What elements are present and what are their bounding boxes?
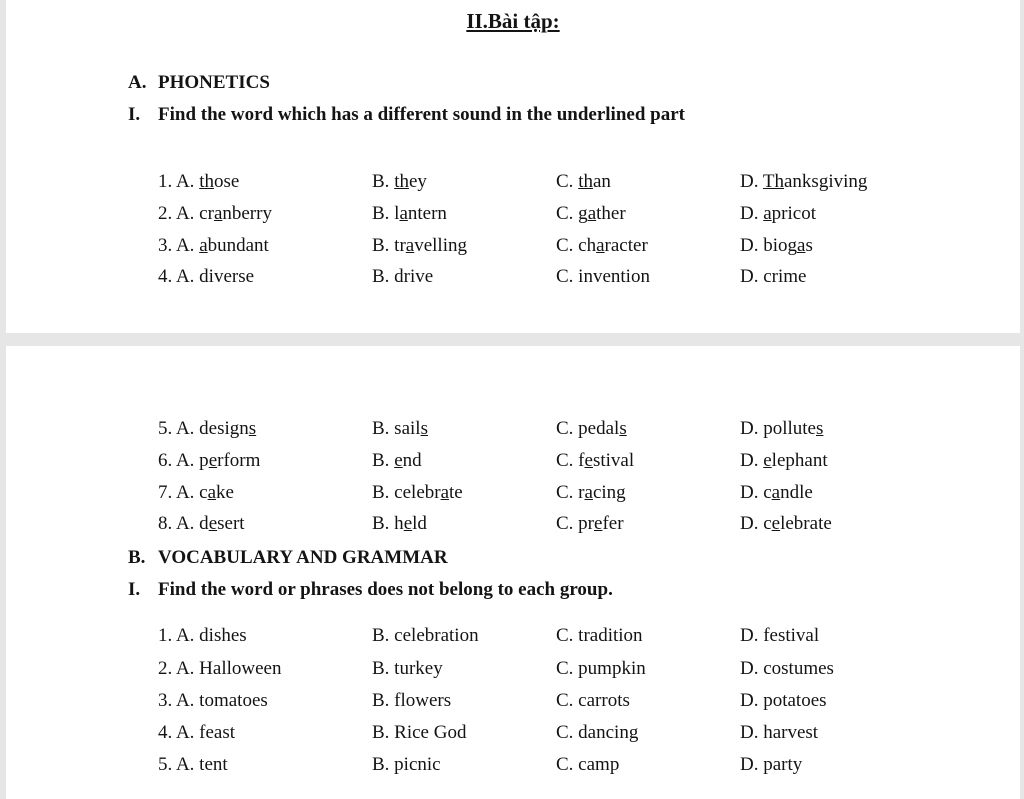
vocab-q5-option-a: 5. A. tent [158,754,228,775]
option-text: C. g [556,203,588,224]
underlined-part: a [763,203,772,224]
option-text: B. celebr [372,482,441,503]
option-text: 5. A. design [158,418,249,439]
section-a-title: PHONETICS [158,72,270,93]
option-text: ther [596,203,626,224]
phonetics-q4-option-b [372,265,433,289]
option-text: B. drive [372,266,434,287]
option-text: anksgiving [784,171,868,192]
phonetics-q3-option-d [740,234,813,258]
option-text: ke [216,482,234,503]
underlined-part: a [405,235,415,256]
vocab-q2-option-c: C. pumpkin [556,658,646,679]
option-text: C. invention [556,266,650,287]
option-text: B. tr [372,235,406,256]
vocab-q1-option-a: 1. A. dishes [158,625,247,646]
option-text: D. crime [740,266,807,287]
option-text: pricot [771,203,816,224]
phonetics-q2-option-c [556,202,626,226]
option-text: ndle [780,482,813,503]
phonetics-q5-option-b [372,417,428,441]
phonetics-q1-option-c [556,170,611,194]
underlined-part: Th [762,171,784,192]
option-text: cing [592,482,626,503]
vocab-q4-option-b: B. Rice God [372,722,467,743]
option-text: 4. A. diverse [158,266,255,287]
option-text: sert [217,513,245,534]
part-a1-number: I. [128,104,141,125]
phonetics-q3-option-a [158,234,269,258]
underlined-part: a [199,235,208,256]
vocab-q1-option-d: D. festival [740,625,820,646]
option-text: D. c [740,513,772,534]
option-text: D. [740,171,763,192]
option-text: C. pr [556,513,594,534]
option-text: ose [213,171,240,192]
phonetics-q7-option-a [158,481,234,505]
option-text: ld [412,513,427,534]
vocab-q3-option-a: 3. A. tomatoes [158,690,268,711]
vocab-q5-option-c: C. camp [556,754,620,775]
option-text: 3. A. [158,235,200,256]
underlined-part: e [584,450,593,471]
underlined-part: s [420,418,428,439]
phonetics-q5-option-c [556,417,627,441]
vocab-q3-option-c: C. carrots [556,690,630,711]
underlined-part: s [816,418,824,439]
underlined-part: e [208,513,218,534]
phonetics-q1-option-b [372,170,427,194]
option-text: s [805,235,813,256]
vocab-q5-option-d: D. party [740,754,803,775]
option-text: C. f [556,450,585,471]
phonetics-q8-option-c [556,512,624,536]
option-text: stival [592,450,635,471]
option-text: D. [740,450,764,471]
underlined-part: a [213,203,223,224]
option-text: 6. A. p [158,450,209,471]
vocab-q4-option-d: D. harvest [740,722,819,743]
option-text: D. [740,203,764,224]
option-text: D. c [740,482,772,503]
phonetics-q7-option-c [556,481,626,505]
part-b1-instruction: Find the word or phrases does not belong to each group. [158,579,613,600]
option-text: 1. A. [158,171,200,192]
page-title: II.Bài tập: [466,9,560,33]
underlined-part: th [199,171,214,192]
option-text: velling [414,235,467,256]
part-b1-number: I. [128,579,141,600]
underlined-part: a [440,482,450,503]
vocab-q3-option-d: D. potatoes [740,690,827,711]
underlined-part: a [399,203,408,224]
phonetics-q5-option-a [158,417,256,441]
vocab-q1-option-b: B. celebration [372,625,479,646]
option-text: 8. A. d [158,513,209,534]
option-text: ntern [407,203,447,224]
option-text: racter [604,235,648,256]
phonetics-q6-option-c [556,449,634,473]
phonetics-q3-option-b [372,234,467,258]
option-text: B. [372,450,395,471]
phonetics-q2-option-d [740,202,816,226]
phonetics-q1-option-a [158,170,239,194]
section-b-number: B. [128,547,146,568]
phonetics-q8-option-d [740,512,832,536]
underlined-part: a [771,482,781,503]
option-text: D. biog [740,235,797,256]
phonetics-q2-option-b [372,202,447,226]
vocab-q2-option-d: D. costumes [740,658,834,679]
underlined-part: e [403,513,413,534]
underlined-part: s [248,418,257,439]
underlined-part: a [797,235,806,256]
option-text: rform [217,450,261,471]
option-text: 2. A. cr [158,203,214,224]
phonetics-q4-option-d [740,265,806,289]
section-a-number: A. [128,72,147,93]
vocab-q4-option-c: C. dancing [556,722,639,743]
vocab-q2-option-b: B. turkey [372,658,443,679]
document-page-2 [6,346,1020,799]
underlined-part: a [587,203,597,224]
vocab-q3-option-b: B. flowers [372,690,452,711]
option-text: C. pedal [556,418,620,439]
phonetics-q1-option-d [740,170,867,194]
underlined-part: s [619,418,627,439]
underlined-part: th [578,171,593,192]
underlined-part: a [596,235,605,256]
underlined-part: a [584,482,593,503]
phonetics-q5-option-d [740,417,823,441]
option-text: fer [602,513,624,534]
option-text: C. [556,171,579,192]
option-text: an [592,171,611,192]
option-text: D. pollute [740,418,816,439]
phonetics-q4-option-a [158,265,254,289]
option-text: B. h [372,513,404,534]
underlined-part: e [394,450,403,471]
option-text: B. [372,171,395,192]
option-text: C. ch [556,235,597,256]
underlined-part: e [771,513,781,534]
vocab-q4-option-a: 4. A. feast [158,722,236,743]
underlined-part: e [763,450,772,471]
phonetics-q6-option-b [372,449,422,473]
vocab-q5-option-b: B. picnic [372,754,441,775]
option-text: C. r [556,482,585,503]
phonetics-q6-option-d [740,449,828,473]
phonetics-q8-option-a [158,512,245,536]
phonetics-q8-option-b [372,512,427,536]
underlined-part: e [594,513,603,534]
option-text: nd [402,450,422,471]
phonetics-q2-option-a [158,202,272,226]
phonetics-q3-option-c [556,234,648,258]
vocab-q2-option-a: 2. A. Halloween [158,658,282,679]
option-text: ey [408,171,427,192]
underlined-part: th [394,171,409,192]
phonetics-q4-option-c [556,265,650,289]
phonetics-q6-option-a [158,449,260,473]
option-text: lebrate [780,513,832,534]
option-text: lephant [771,450,828,471]
option-text: B. l [372,203,400,224]
underlined-part: e [208,450,218,471]
option-text: B. sail [372,418,421,439]
underlined-part: a [207,482,217,503]
document-page-1 [6,0,1020,333]
part-a1-instruction: Find the word which has a different sound in the underlined part [158,104,685,125]
option-text: 7. A. c [158,482,208,503]
vocab-q1-option-c: C. tradition [556,625,643,646]
option-text: nberry [222,203,272,224]
option-text: te [449,482,463,503]
option-text: bundant [207,235,269,256]
phonetics-q7-option-b [372,481,463,505]
phonetics-q7-option-d [740,481,813,505]
section-b-title: VOCABULARY AND GRAMMAR [158,547,448,568]
